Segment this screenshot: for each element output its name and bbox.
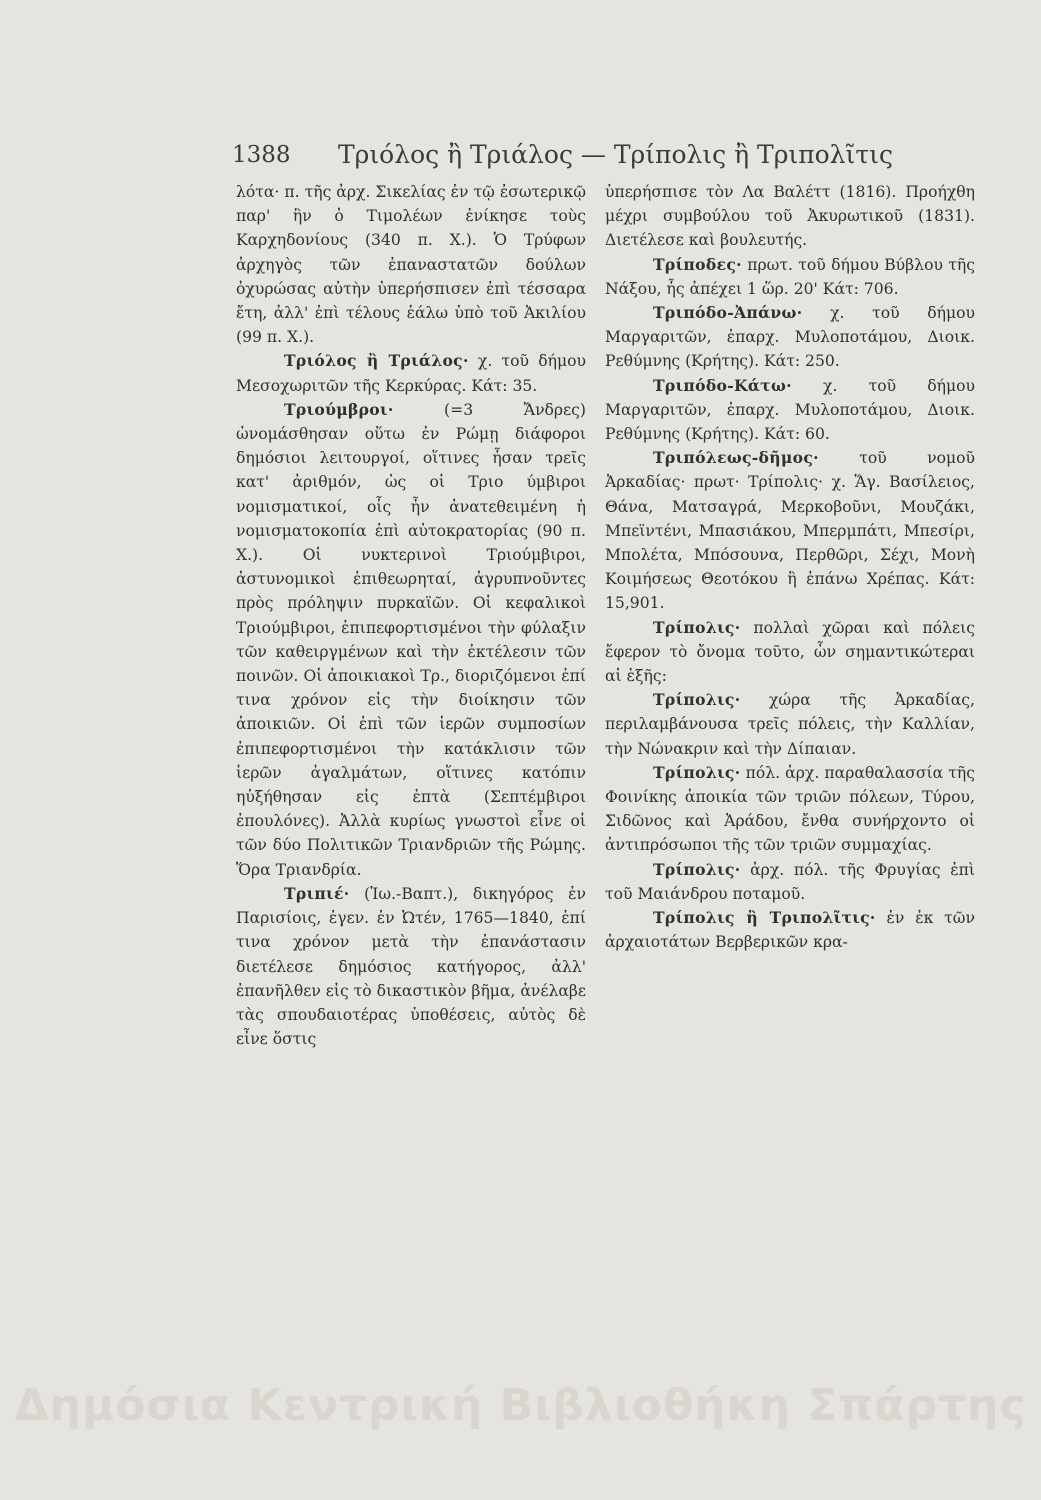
entry-headword: Τριπόδο-Κάτω· [653, 375, 792, 395]
entry-tripodes: Τρίποδες· πρωτ. τοῦ δήμου Βύβλου τῆς Νάξου, ἧς ἀπέχει 1 ὥρ. 20' Κάτ: 706. [605, 254, 975, 298]
entry-tripolis-arcadia: Τρίπολις· χώρα τῆς Ἀρκαδίας, περιλαμβάνουσα τρεῖς πόλεις, τὴν Καλλίαν, τὴν Νώνακριν καὶ τὴν Δίπαιαν. [605, 690, 975, 758]
entry-tripolis-general: Τρίπολις· πολλαὶ χῶραι καὶ πόλεις ἔφερον τὸ ὄνομα τοῦτο, ὧν σημαντικώτεραι αἱ ἑξῆς: [605, 617, 975, 686]
entry-headword: Τριόλος ἢ Τριάλος· [284, 351, 469, 371]
right-column [605, 180, 975, 955]
entry-headword: Τριπιέ· [284, 883, 350, 903]
entry-headword: Τρίπολις· [653, 859, 741, 879]
entry-continuation: ὑπερήσπισε τὸν Λα Βαλέττ (1816). Προήχθη μέχρι συμβούλου τοῦ Ἀκυρωτικοῦ (1831). Διετέλεσε καὶ βουλευτής. [605, 183, 975, 250]
entry-headword: Τρίπολις· [653, 617, 741, 637]
entry-headword: Τρίπολις· [653, 762, 741, 782]
entry-tripier: Τριπιέ· (Ἰω.-Βαπτ.), δικηγόρος ἐν Παρισίοις, ἐγεν. ἐν Ὠτέν, 1765—1840, ἐπί τινα χρόνον μετὰ τὴν ἐπανάστασιν διετέλεσε δημόσιος κατήγορος, ἀλλ' ἐπανῆλθεν εἰς τὸ δικαστικὸν βῆμα, ἀνέλαβε τὰς σπουδαιοτέρας ὑποθέσεις, αὐτὸς δὲ εἶνε ὅστις [236, 883, 586, 1049]
entry-headword: Τριπόλεως-δῆμος· [653, 448, 819, 468]
entry-tripodo-kato: Τριπόδο-Κάτω· χ. τοῦ δήμου Μαργαριτῶν, ἐπαρχ. Μυλοποτάμου, Διοικ. Ρεθύμνης (Κρήτης). Κάτ: 60. [605, 375, 975, 444]
entry-headword: Τρίπολις ἢ Τριπολῖτις· [653, 908, 876, 928]
entry-tripolis-tripolitis: Τρίπολις ἢ Τριπολῖτις· ἐν ἐκ τῶν ἀρχαιοτάτων Βερβερικῶν κρα- [605, 908, 975, 952]
entry-tripolis-phrygia: Τρίπολις· ἀρχ. πόλ. τῆς Φρυγίας ἐπὶ τοῦ Μαιάνδρου ποταμοῦ. [605, 859, 975, 903]
entry-headword: Τρίποδες· [653, 254, 742, 274]
entry-trialos: Τριόλος ἢ Τριάλος· χ. τοῦ δήμου Μεσοχωριτῶν τῆς Κερκύρας. Κάτ: 35. [236, 351, 586, 395]
library-watermark: Δημόσια Κεντρική Βιβλιοθήκη Σπάρτης [14, 1380, 1027, 1431]
entry-tripodo-apano: Τριπόδο-Ἀπάνω· χ. τοῦ δήμου Μαργαριτῶν, ἐπαρχ. Μυλοποτάμου, Διοικ. Ρεθύμνης (Κρήτης). Κάτ: 250. [605, 303, 975, 371]
page-number: 1388 [232, 142, 291, 168]
left-column [236, 180, 586, 1051]
entry-continuation: λότα· π. τῆς ἀρχ. Σικελίας ἐν τῷ ἐσωτερικῷ παρ' ἣν ὁ Τιμολέων ἐνίκησε τοὺς Καρχηδονίους (340 π. Χ.). Ὁ Τρύφων ἀρχηγὸς τῶν ἐπαναστατῶν δούλων ὀχυρώσας αὐτὴν ὑπερήσπισεν ἐπὶ τέσσαρα ἔτη, ἀλλ' ἐπὶ τέλους ἑάλω ὑπὸ τοῦ Ἀκιλίου (99 π. Χ.). [236, 183, 586, 347]
running-title: Τριόλος ἢ Τριάλος — Τρίπολις ἢ Τριπολῖτις [338, 140, 893, 169]
entry-headword: Τρίπολις· [653, 690, 741, 710]
entry-headword: Τριπόδο-Ἀπάνω· [653, 303, 803, 323]
entry-triumviri: Τριούμβροι· (=3 Ἄνδρες) ὠνομάσθησαν οὕτω ἐν Ρώμῃ διάφοροι δημόσιοι λειτουργοί, οἵτινες ἦσαν τρεῖς κατ' ἀριθμόν, ὡς οἱ Τριο ύμβιροι νομισματικοί, οἷς ἦν ἀνατεθειμένη ἡ νομισματοκοπία ἐπὶ αὐτοκρατορίας (90 π. Χ.). Οἱ νυκτερινοὶ Τριούμβιροι, ἀστυνομικοὶ ἐπιθεωρηταί, ἀγρυπνοῦντες πρὸς πρόληψιν πυρκαϊῶν. Οἱ κεφαλικοὶ Τριούμβιροι, ἐπιπεφορτισμένοι τὴν φύλαξιν τῶν καθειργμένων καὶ τὴν ἐκτέλεσιν τῶν ποινῶν. Οἱ ἀποικιακοὶ Τρ., διοριζόμενοι ἐπί τινα χρόνον εἰς τὴν διοίκησιν τῶν ἀποικιῶν. Οἱ ἐπὶ τῶν ἱερῶν συμποσίων ἐπιπεφορτισμένοι τὴν κατάκλισιν τῶν ἱερῶν ἀγαλμάτων, οἵτινες κατόπιν ηὐξήθησαν εἰς ἑπτὰ (Σεπτέμβιροι ἐπουλόνες). Ἀλλὰ κυρίως γνωστοὶ εἶνε οἱ τῶν δύο Πολιτικῶν Τριανδριῶν τῆς Ρώμης. Ὅρα Τριανδρία. [236, 399, 586, 879]
entry-headword: Τριούμβροι· [284, 399, 394, 419]
entry-tripolis-phoenicia: Τρίπολις· πόλ. ἀρχ. παραθαλασσία τῆς Φοινίκης ἀποικία τῶν τριῶν πόλεων, Τύρου, Σιδῶνος καὶ Ἀράδου, ἔνθα συνήρχοντο οἱ ἀντιπρόσωποι τῆς τῶν τριῶν συμμαχίας. [605, 762, 975, 855]
entry-tripoleos-dimos: Τριπόλεως-δῆμος· τοῦ νομοῦ Ἀρκαδίας· πρωτ· Τρίπολις· χ. Ἅγ. Βασίλειος, Θάνα, Ματσαγρά, Μερκοβοῦνι, Μουζάκι, Μπεϊντένι, Μπασιάκου, Μπερμπάτι, Μπεσίρι, Μπολέτα, Μπόσουνα, Περθῶρι, Σέχι, Μονὴ Κοιμήσεως Θεοτόκου ἢ ἐπάνω Χρέπας. Κάτ: 15,901. [605, 448, 975, 613]
